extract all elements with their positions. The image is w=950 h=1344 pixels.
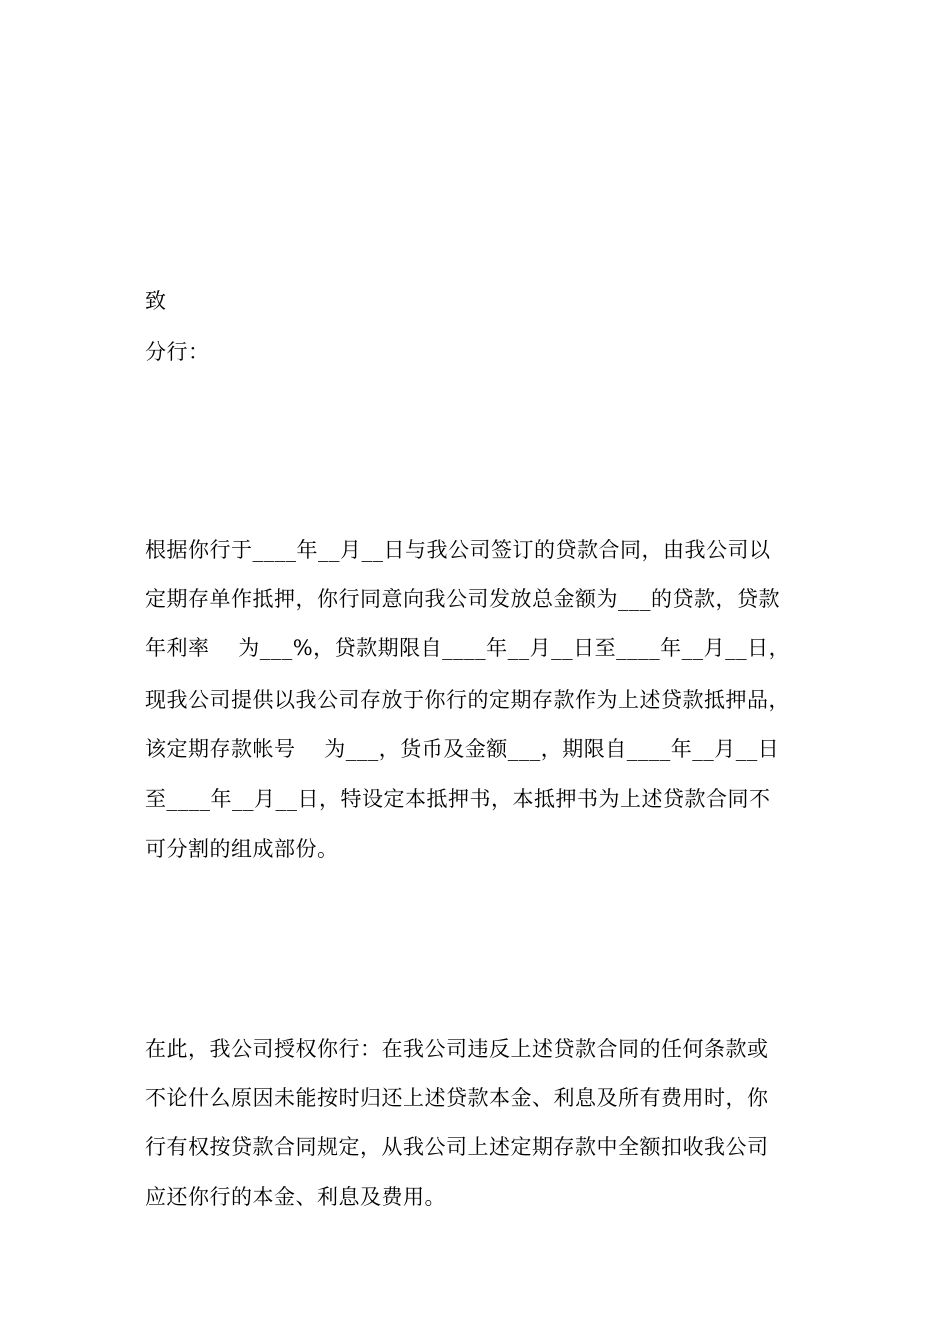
paragraph-line: 不论什么原因未能按时归还上述贷款本金、利息及所有费用时，你 [145, 1086, 769, 1110]
paragraph-line: 至____年__月__日，特设定本抵押书，本抵押书为上述贷款合同不 [145, 787, 771, 811]
paragraph-line: 现我公司提供以我公司存放于你行的定期存款作为上述贷款抵押品， [145, 688, 790, 712]
paragraph-line: 在此，我公司授权你行：在我公司违反上述贷款合同的任何条款或 [145, 1037, 769, 1061]
paragraph-line: 应还你行的本金、利息及费用。 [145, 1185, 446, 1209]
paragraph-line: 该定期存款帐号 为___，货币及金额___，期限自____年__月__日 [145, 737, 780, 761]
paragraph-line: 可分割的组成部份。 [145, 837, 339, 861]
paragraph-line: 年利率 为___%，贷款期限自____年__月__日至____年__月__日， [145, 636, 791, 660]
salutation-to: 致 [145, 289, 167, 313]
salutation-branch: 分行： [145, 340, 210, 364]
paragraph-line: 根据你行于____年__月__日与我公司签订的贷款合同，由我公司以 [145, 538, 771, 562]
paragraph-line: 定期存单作抵押，你行同意向我公司发放总金额为___的贷款，贷款 [145, 587, 780, 611]
paragraph-line: 行有权按贷款合同规定，从我公司上述定期存款中全额扣收我公司 [145, 1135, 769, 1159]
